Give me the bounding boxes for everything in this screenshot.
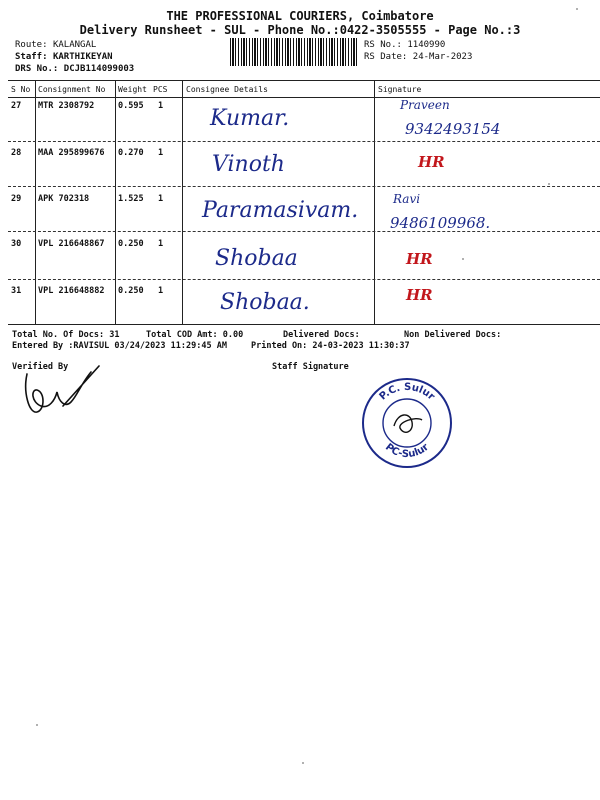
runsheet-subtitle: Delivery Runsheet - SUL - Phone No.:0422-3505555 - Page No.:3	[79, 23, 521, 37]
company-title: THE PROFESSIONAL COURIERS, Coimbatore	[166, 9, 434, 23]
consignee-handwriting: Shobaa.	[220, 290, 310, 315]
row-sno: 29	[11, 194, 22, 204]
table-bottom-rule	[8, 324, 600, 325]
drs-value: DCJB114099003	[63, 64, 135, 74]
signature-name: Ravi	[393, 192, 421, 206]
signature-mark: HR	[418, 153, 445, 171]
col-divider	[374, 80, 375, 324]
printed-on: Printed On: 24-03-2023 11:30:37	[251, 341, 410, 351]
table-top-rule	[8, 80, 600, 81]
row-sno: 28	[11, 148, 22, 158]
drs-label: DRS No.:	[15, 64, 59, 74]
signature-mark: HR	[406, 250, 433, 268]
col-header-consignee: Consignee Details	[186, 85, 268, 94]
col-header-weight: Weight	[118, 85, 147, 94]
row-pcs: 1	[158, 194, 164, 204]
stamp-bottom-text: PC-Sulur	[382, 441, 432, 461]
stamp-top-text: P.C. Sulur	[377, 381, 437, 403]
consignee-handwriting: Paramasivam.	[202, 198, 359, 223]
row-consignment: VPL 216648867	[38, 239, 105, 249]
col-header-pcs: PCS	[153, 85, 168, 94]
row-sno: 31	[11, 286, 22, 296]
staff-line	[15, 52, 113, 62]
staff-signature-label: Staff Signature	[272, 362, 349, 372]
staff-label: Staff:	[15, 52, 48, 62]
col-divider	[182, 80, 183, 324]
row-consignment: APK 702318	[38, 194, 90, 204]
col-divider	[35, 80, 36, 324]
office-stamp	[360, 376, 454, 470]
row-consignment: MTR 2308792	[38, 101, 95, 111]
verifier-signature	[15, 362, 105, 424]
rs-no-value: 1140990	[407, 40, 446, 50]
verified-by-label: Verified By	[12, 362, 69, 372]
col-header-signature: Signature	[378, 85, 422, 94]
signature-name: Praveen	[400, 98, 450, 112]
scan-speck	[548, 183, 550, 185]
entered-by: Entered By :RAVISUL 03/24/2023 11:29:45 AM	[12, 341, 227, 351]
rs-no-label: RS No.:	[364, 40, 402, 50]
consignee-handwriting: Shobaa	[215, 246, 298, 271]
drs-line	[15, 64, 134, 74]
route-line	[15, 40, 96, 50]
scan-speck	[462, 258, 464, 260]
route-value: KALANGAL	[52, 40, 97, 50]
row-divider	[8, 186, 600, 187]
row-divider	[8, 141, 600, 142]
consignee-handwriting: Vinoth	[212, 152, 285, 177]
rs-no-line	[364, 40, 445, 50]
scan-speck	[302, 762, 304, 764]
signature-phone: 9342493154	[405, 120, 501, 138]
rs-date-line	[364, 52, 472, 62]
row-pcs: 1	[158, 101, 164, 111]
signature-phone: 9486109968.	[390, 214, 491, 232]
row-divider	[8, 279, 600, 280]
row-weight: 0.250	[118, 286, 144, 296]
svg-text:PC-Sulur	[383, 442, 431, 460]
row-consignment: VPL 216648882	[38, 286, 105, 296]
rs-date-value: 24-Mar-2023	[412, 52, 473, 62]
consignee-handwriting: Kumar.	[210, 106, 290, 131]
row-consignment: MAA 295899676	[38, 148, 105, 158]
scan-speck	[576, 8, 578, 10]
total-cod: Total COD Amt: 0.00	[146, 330, 244, 340]
signature-mark: HR	[406, 286, 433, 304]
delivered-docs: Delivered Docs:	[283, 330, 360, 340]
staff-value: KARTHIKEYAN	[52, 52, 113, 62]
row-pcs: 1	[158, 239, 164, 249]
row-sno: 27	[11, 101, 22, 111]
row-weight: 0.270	[118, 148, 144, 158]
row-weight: 1.525	[118, 194, 144, 204]
row-weight: 0.250	[118, 239, 144, 249]
scan-speck	[36, 724, 38, 726]
col-header-consignment: Consignment No	[38, 85, 106, 94]
table-header-rule	[8, 97, 600, 98]
route-label: Route:	[15, 40, 48, 50]
rs-date-label: RS Date:	[364, 52, 408, 62]
row-pcs: 1	[158, 286, 164, 296]
row-weight: 0.595	[118, 101, 144, 111]
non-delivered-docs: Non Delivered Docs:	[404, 330, 502, 340]
total-docs: Total No. Of Docs: 31	[12, 330, 120, 340]
barcode	[230, 38, 358, 66]
row-sno: 30	[11, 239, 22, 249]
row-divider	[8, 231, 600, 232]
col-divider	[115, 80, 116, 324]
row-pcs: 1	[158, 148, 164, 158]
col-header-sno: S No	[11, 85, 31, 94]
